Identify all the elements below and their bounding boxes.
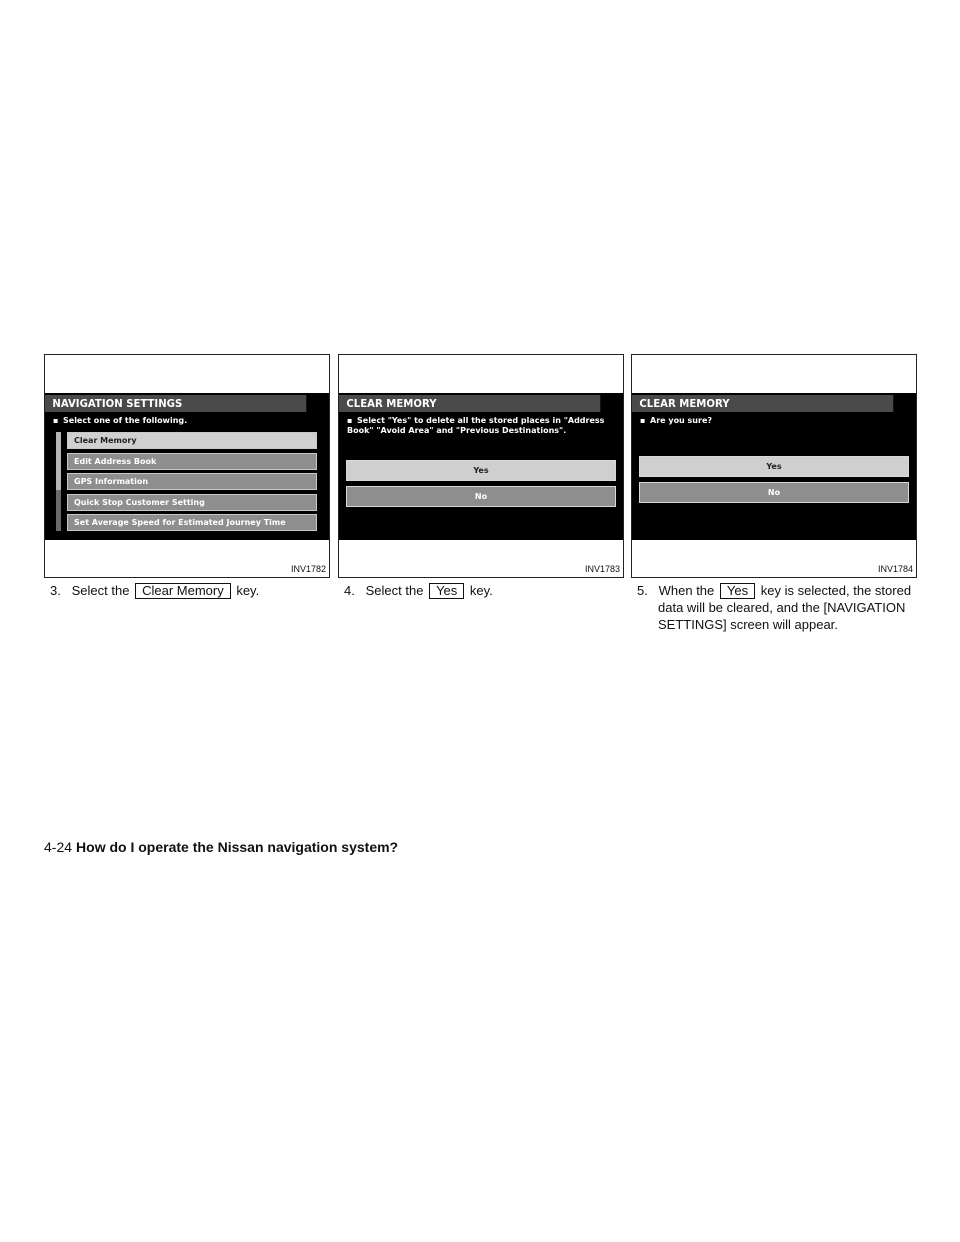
step-number: 3. (50, 583, 61, 598)
caption-line-2: data will be cleared, and the [NAVIGATION (658, 600, 906, 615)
scrollbar-thumb[interactable] (56, 432, 61, 490)
figure-navigation-settings (44, 354, 330, 578)
menu-item-gps-information[interactable]: GPS Information (67, 473, 317, 490)
screen-prompt (53, 416, 323, 426)
menu-item-edit-address-book[interactable]: Edit Address Book (67, 453, 317, 470)
caption-text: Select the (71, 583, 130, 598)
caption-line-3: SETTINGS] screen will appear. (658, 617, 838, 632)
page-number: 4-24 (44, 839, 73, 855)
yes-key: Yes (429, 583, 464, 599)
screen-title: CLEAR MEMORY (632, 395, 893, 412)
figure-code: INV1782 (290, 564, 326, 574)
step-4-caption (344, 582, 614, 599)
step-number: 4. (344, 583, 355, 598)
scrollbar[interactable] (56, 432, 61, 531)
step-3-caption (50, 582, 320, 599)
page-footer (44, 838, 398, 856)
nav-screen (632, 393, 916, 540)
nav-screen (45, 393, 329, 540)
caption-text: key is selected, the stored (760, 583, 912, 598)
menu-item-set-average-speed[interactable]: Set Average Speed for Estimated Journey Time (67, 514, 317, 531)
yes-button[interactable]: Yes (639, 456, 909, 477)
menu-list (67, 432, 317, 535)
figure-code: INV1784 (877, 564, 913, 574)
caption-text: Select the (365, 583, 424, 598)
caption-text: key. (469, 583, 493, 598)
bullet-icon: ▪ (53, 416, 59, 425)
bullet-icon: ▪ (640, 416, 646, 425)
screen-title: CLEAR MEMORY (339, 395, 600, 412)
prompt-text: Select "Yes" to delete all the stored places in "Address Book" "Avoid Area" and "Previous Destinations". (347, 416, 605, 435)
clear-memory-key: Clear Memory (135, 583, 231, 599)
screen-prompt (347, 416, 617, 436)
yes-button[interactable]: Yes (346, 460, 616, 481)
figure-clear-memory (338, 354, 624, 578)
figure-code: INV1783 (584, 564, 620, 574)
yes-key: Yes (720, 583, 755, 599)
step-number: 5. (637, 583, 648, 598)
prompt-text: Are you sure? (650, 416, 713, 425)
section-title: How do I operate the Nissan navigation system? (76, 839, 399, 855)
no-button[interactable]: No (639, 482, 909, 503)
bullet-icon: ▪ (347, 416, 353, 425)
screen-title: NAVIGATION SETTINGS (45, 395, 306, 412)
menu-item-quick-stop-customer-setting[interactable]: Quick Stop Customer Setting (67, 494, 317, 511)
step-5-caption (637, 582, 927, 633)
caption-text: When the (658, 583, 715, 598)
caption-text: key. (236, 583, 260, 598)
nav-screen (339, 393, 623, 540)
screen-prompt (640, 416, 910, 426)
no-button[interactable]: No (346, 486, 616, 507)
menu-item-clear-memory[interactable]: Clear Memory (67, 432, 317, 449)
figure-clear-memory-confirm (631, 354, 917, 578)
prompt-text: Select one of the following. (63, 416, 188, 425)
